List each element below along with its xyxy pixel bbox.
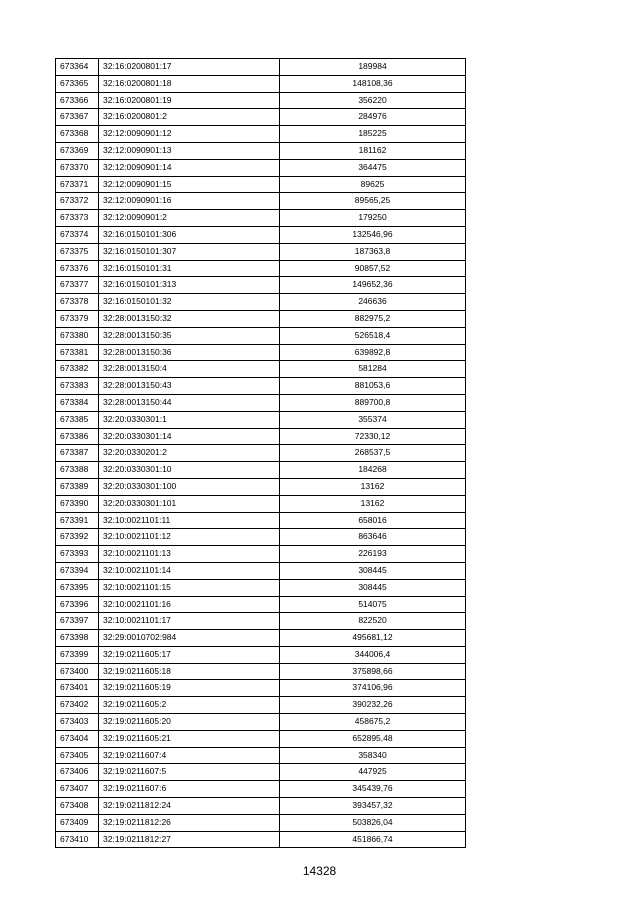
row-id-cell: 673373 bbox=[56, 210, 99, 227]
row-id-cell: 673376 bbox=[56, 260, 99, 277]
table-row bbox=[56, 680, 466, 697]
row-id-cell: 673380 bbox=[56, 327, 99, 344]
row-id-cell: 673396 bbox=[56, 596, 99, 613]
row-id-cell: 673367 bbox=[56, 109, 99, 126]
cadastral-number-cell: 32:12:0090901:13 bbox=[99, 142, 280, 159]
value-cell: 72330,12 bbox=[280, 428, 466, 445]
row-id-cell: 673407 bbox=[56, 781, 99, 798]
table-row bbox=[56, 109, 466, 126]
cadastral-number-cell: 32:12:0090901:16 bbox=[99, 193, 280, 210]
row-id-cell: 673381 bbox=[56, 344, 99, 361]
cadastral-number-cell: 32:16:0150101:307 bbox=[99, 243, 280, 260]
cadastral-number-cell: 32:12:0090901:12 bbox=[99, 126, 280, 143]
value-cell: 187363,8 bbox=[280, 243, 466, 260]
table-row bbox=[56, 663, 466, 680]
cadastral-number-cell: 32:16:0150101:32 bbox=[99, 294, 280, 311]
row-id-cell: 673402 bbox=[56, 697, 99, 714]
table-row bbox=[56, 142, 466, 159]
cadastral-number-cell: 32:29:0010702:984 bbox=[99, 630, 280, 647]
cadastral-number-cell: 32:19:0211607:5 bbox=[99, 764, 280, 781]
cadastral-number-cell: 32:19:0211812:26 bbox=[99, 814, 280, 831]
table-row bbox=[56, 831, 466, 848]
value-cell: 514075 bbox=[280, 596, 466, 613]
value-cell: 181162 bbox=[280, 142, 466, 159]
row-id-cell: 673378 bbox=[56, 294, 99, 311]
table-row bbox=[56, 378, 466, 395]
value-cell: 356220 bbox=[280, 92, 466, 109]
cadastral-number-cell: 32:28:0013150:32 bbox=[99, 310, 280, 327]
row-id-cell: 673410 bbox=[56, 831, 99, 848]
row-id-cell: 673403 bbox=[56, 714, 99, 731]
value-cell: 308445 bbox=[280, 562, 466, 579]
value-cell: 89625 bbox=[280, 176, 466, 193]
value-cell: 639892,8 bbox=[280, 344, 466, 361]
row-id-cell: 673379 bbox=[56, 310, 99, 327]
cadastral-number-cell: 32:12:0090901:14 bbox=[99, 159, 280, 176]
row-id-cell: 673364 bbox=[56, 59, 99, 76]
value-cell: 822520 bbox=[280, 613, 466, 630]
cadastral-number-cell: 32:10:0021101:13 bbox=[99, 546, 280, 563]
row-id-cell: 673387 bbox=[56, 445, 99, 462]
value-cell: 344006,4 bbox=[280, 646, 466, 663]
table-row bbox=[56, 411, 466, 428]
row-id-cell: 673409 bbox=[56, 814, 99, 831]
table-row bbox=[56, 781, 466, 798]
row-id-cell: 673389 bbox=[56, 478, 99, 495]
row-id-cell: 673374 bbox=[56, 226, 99, 243]
table-row bbox=[56, 814, 466, 831]
row-id-cell: 673386 bbox=[56, 428, 99, 445]
row-id-cell: 673399 bbox=[56, 646, 99, 663]
table-row bbox=[56, 310, 466, 327]
row-id-cell: 673371 bbox=[56, 176, 99, 193]
table-row bbox=[56, 445, 466, 462]
cadastral-number-cell: 32:20:0330301:1 bbox=[99, 411, 280, 428]
cadastral-number-cell: 32:10:0021101:16 bbox=[99, 596, 280, 613]
cadastral-number-cell: 32:20:0330301:100 bbox=[99, 478, 280, 495]
table-row bbox=[56, 243, 466, 260]
cadastral-number-cell: 32:10:0021101:17 bbox=[99, 613, 280, 630]
value-cell: 148108,36 bbox=[280, 75, 466, 92]
table-row bbox=[56, 630, 466, 647]
cadastral-number-cell: 32:10:0021101:14 bbox=[99, 562, 280, 579]
cadastral-number-cell: 32:28:0013150:4 bbox=[99, 361, 280, 378]
table-row bbox=[56, 478, 466, 495]
cadastral-number-cell: 32:20:0330301:101 bbox=[99, 495, 280, 512]
value-cell: 889700,8 bbox=[280, 394, 466, 411]
row-id-cell: 673365 bbox=[56, 75, 99, 92]
row-id-cell: 673408 bbox=[56, 798, 99, 815]
table-row bbox=[56, 361, 466, 378]
cadastral-number-cell: 32:19:0211605:17 bbox=[99, 646, 280, 663]
value-cell: 268537,5 bbox=[280, 445, 466, 462]
table-row bbox=[56, 646, 466, 663]
row-id-cell: 673375 bbox=[56, 243, 99, 260]
row-id-cell: 673368 bbox=[56, 126, 99, 143]
value-cell: 13162 bbox=[280, 495, 466, 512]
value-cell: 503826,04 bbox=[280, 814, 466, 831]
cadastral-number-cell: 32:28:0013150:35 bbox=[99, 327, 280, 344]
table-row bbox=[56, 294, 466, 311]
cadastral-number-cell: 32:19:0211607:4 bbox=[99, 747, 280, 764]
value-cell: 863646 bbox=[280, 529, 466, 546]
value-cell: 90857,52 bbox=[280, 260, 466, 277]
table-row bbox=[56, 495, 466, 512]
cadastral-number-cell: 32:12:0090901:15 bbox=[99, 176, 280, 193]
cadastral-number-cell: 32:16:0200801:19 bbox=[99, 92, 280, 109]
value-cell: 358340 bbox=[280, 747, 466, 764]
value-cell: 226193 bbox=[280, 546, 466, 563]
cadastral-number-cell: 32:28:0013150:43 bbox=[99, 378, 280, 395]
row-id-cell: 673404 bbox=[56, 730, 99, 747]
table-row bbox=[56, 394, 466, 411]
row-id-cell: 673370 bbox=[56, 159, 99, 176]
table-row bbox=[56, 344, 466, 361]
value-cell: 189984 bbox=[280, 59, 466, 76]
table-row bbox=[56, 546, 466, 563]
row-id-cell: 673388 bbox=[56, 462, 99, 479]
row-id-cell: 673377 bbox=[56, 277, 99, 294]
table-row bbox=[56, 798, 466, 815]
cadastral-number-cell: 32:16:0200801:18 bbox=[99, 75, 280, 92]
value-cell: 132546,96 bbox=[280, 226, 466, 243]
table-row bbox=[56, 92, 466, 109]
row-id-cell: 673366 bbox=[56, 92, 99, 109]
table-row bbox=[56, 613, 466, 630]
row-id-cell: 673383 bbox=[56, 378, 99, 395]
table-row bbox=[56, 260, 466, 277]
table-row bbox=[56, 277, 466, 294]
cadastral-number-cell: 32:10:0021101:12 bbox=[99, 529, 280, 546]
cadastral-number-cell: 32:20:0330301:14 bbox=[99, 428, 280, 445]
cadastral-number-cell: 32:16:0200801:17 bbox=[99, 59, 280, 76]
cadastral-number-cell: 32:19:0211812:24 bbox=[99, 798, 280, 815]
table-row bbox=[56, 428, 466, 445]
value-cell: 458675,2 bbox=[280, 714, 466, 731]
value-cell: 179250 bbox=[280, 210, 466, 227]
row-id-cell: 673398 bbox=[56, 630, 99, 647]
cadastral-number-cell: 32:19:0211605:20 bbox=[99, 714, 280, 731]
value-cell: 393457,32 bbox=[280, 798, 466, 815]
value-cell: 364475 bbox=[280, 159, 466, 176]
table-row bbox=[56, 714, 466, 731]
cadastral-number-cell: 32:20:0330201:2 bbox=[99, 445, 280, 462]
table-row bbox=[56, 596, 466, 613]
table-body bbox=[56, 59, 466, 848]
value-cell: 184268 bbox=[280, 462, 466, 479]
value-cell: 246636 bbox=[280, 294, 466, 311]
cadastral-number-cell: 32:28:0013150:44 bbox=[99, 394, 280, 411]
table-row bbox=[56, 512, 466, 529]
cadastral-number-cell: 32:19:0211605:18 bbox=[99, 663, 280, 680]
row-id-cell: 673385 bbox=[56, 411, 99, 428]
value-cell: 526518,4 bbox=[280, 327, 466, 344]
cadastral-number-cell: 32:19:0211605:21 bbox=[99, 730, 280, 747]
row-id-cell: 673401 bbox=[56, 680, 99, 697]
table-row bbox=[56, 327, 466, 344]
table-row bbox=[56, 126, 466, 143]
row-id-cell: 673372 bbox=[56, 193, 99, 210]
cadastral-number-cell: 32:19:0211605:2 bbox=[99, 697, 280, 714]
table-row bbox=[56, 562, 466, 579]
table-row bbox=[56, 59, 466, 76]
value-cell: 185225 bbox=[280, 126, 466, 143]
row-id-cell: 673393 bbox=[56, 546, 99, 563]
row-id-cell: 673382 bbox=[56, 361, 99, 378]
value-cell: 658016 bbox=[280, 512, 466, 529]
cadastral-number-cell: 32:10:0021101:11 bbox=[99, 512, 280, 529]
value-cell: 581284 bbox=[280, 361, 466, 378]
value-cell: 652895,48 bbox=[280, 730, 466, 747]
value-cell: 451866,74 bbox=[280, 831, 466, 848]
value-cell: 355374 bbox=[280, 411, 466, 428]
value-cell: 375898,66 bbox=[280, 663, 466, 680]
table-row bbox=[56, 579, 466, 596]
page-number: 14328 bbox=[302, 864, 337, 878]
cadastral-number-cell: 32:12:0090901:2 bbox=[99, 210, 280, 227]
value-cell: 881053,6 bbox=[280, 378, 466, 395]
cadastral-number-cell: 32:19:0211812:27 bbox=[99, 831, 280, 848]
row-id-cell: 673405 bbox=[56, 747, 99, 764]
row-id-cell: 673391 bbox=[56, 512, 99, 529]
cadastral-number-cell: 32:16:0150101:306 bbox=[99, 226, 280, 243]
table-row bbox=[56, 226, 466, 243]
value-cell: 345439,76 bbox=[280, 781, 466, 798]
table-row bbox=[56, 75, 466, 92]
value-cell: 374106,96 bbox=[280, 680, 466, 697]
cadastral-number-cell: 32:16:0150101:31 bbox=[99, 260, 280, 277]
value-cell: 13162 bbox=[280, 478, 466, 495]
value-cell: 89565,25 bbox=[280, 193, 466, 210]
table-row bbox=[56, 697, 466, 714]
row-id-cell: 673406 bbox=[56, 764, 99, 781]
row-id-cell: 673395 bbox=[56, 579, 99, 596]
data-table bbox=[55, 58, 466, 848]
row-id-cell: 673400 bbox=[56, 663, 99, 680]
value-cell: 284976 bbox=[280, 109, 466, 126]
row-id-cell: 673394 bbox=[56, 562, 99, 579]
row-id-cell: 673397 bbox=[56, 613, 99, 630]
row-id-cell: 673392 bbox=[56, 529, 99, 546]
table-row bbox=[56, 747, 466, 764]
cadastral-number-cell: 32:19:0211605:19 bbox=[99, 680, 280, 697]
cadastral-number-cell: 32:19:0211607:6 bbox=[99, 781, 280, 798]
table-row bbox=[56, 193, 466, 210]
table-row bbox=[56, 764, 466, 781]
cadastral-number-cell: 32:16:0150101:313 bbox=[99, 277, 280, 294]
table-row bbox=[56, 159, 466, 176]
row-id-cell: 673384 bbox=[56, 394, 99, 411]
cadastral-number-cell: 32:28:0013150:36 bbox=[99, 344, 280, 361]
cadastral-number-cell: 32:10:0021101:15 bbox=[99, 579, 280, 596]
value-cell: 308445 bbox=[280, 579, 466, 596]
value-cell: 447925 bbox=[280, 764, 466, 781]
table-row bbox=[56, 210, 466, 227]
table-row bbox=[56, 176, 466, 193]
cadastral-number-cell: 32:20:0330301:10 bbox=[99, 462, 280, 479]
value-cell: 149652,36 bbox=[280, 277, 466, 294]
cadastral-number-cell: 32:16:0200801:2 bbox=[99, 109, 280, 126]
table-row bbox=[56, 529, 466, 546]
value-cell: 390232,26 bbox=[280, 697, 466, 714]
table-row bbox=[56, 730, 466, 747]
row-id-cell: 673369 bbox=[56, 142, 99, 159]
value-cell: 495681,12 bbox=[280, 630, 466, 647]
table-row bbox=[56, 462, 466, 479]
row-id-cell: 673390 bbox=[56, 495, 99, 512]
value-cell: 882975,2 bbox=[280, 310, 466, 327]
